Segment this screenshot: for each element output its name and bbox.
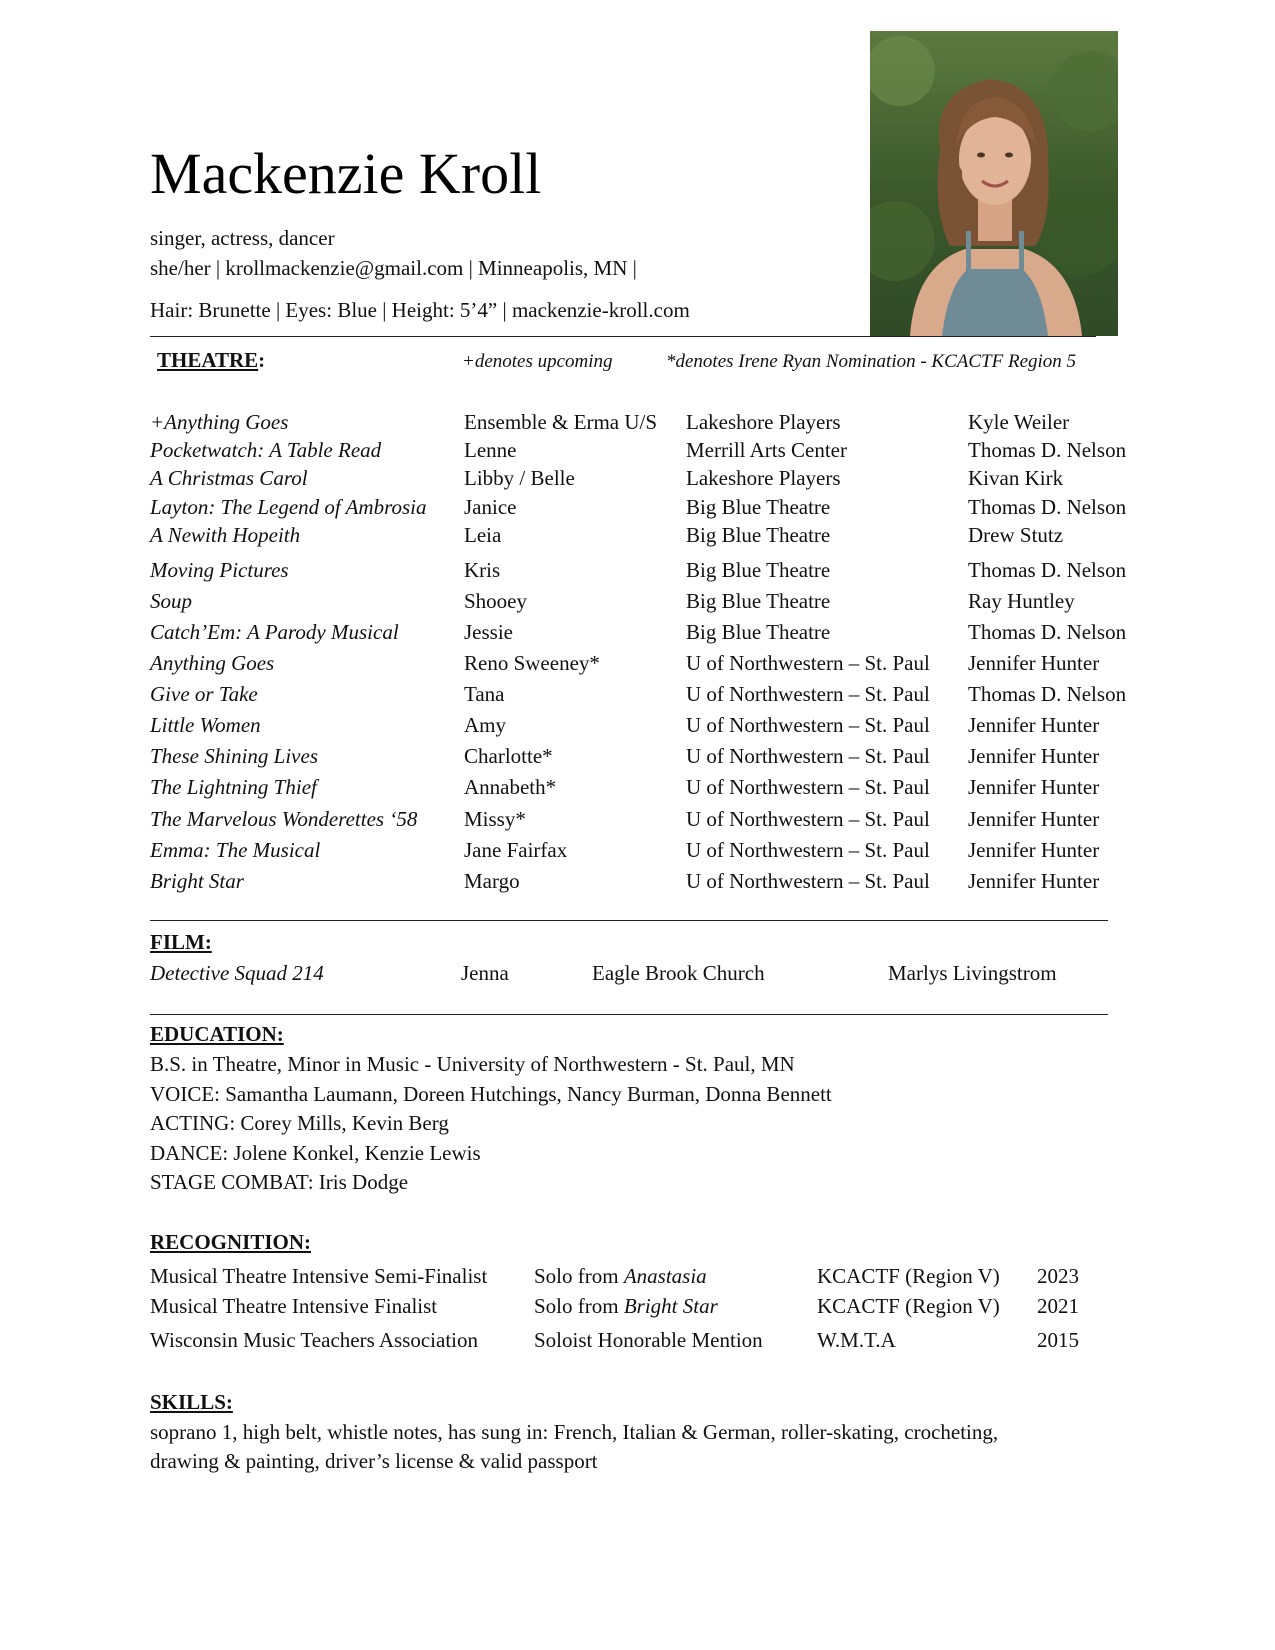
theatre-director: Ray Huntley [968,589,1075,613]
film-company: Eagle Brook Church [592,961,765,985]
theatre-venue: U of Northwestern – St. Paul [686,713,930,737]
film-role: Jenna [461,961,509,985]
theatre-role: Shooey [464,589,527,613]
theatre-director: Jennifer Hunter [968,807,1100,831]
theatre-row [0,684,1275,708]
theatre-row [0,840,1275,864]
theatre-heading-colon: : [258,348,266,372]
theatre-row [0,412,1275,436]
theatre-venue: U of Northwestern – St. Paul [686,838,930,862]
recognition-detail-prefix: Solo from [534,1264,624,1288]
recognition-org: KCACTF (Region V) [817,1294,1000,1318]
theatre-role: Ensemble & Erma U/S [464,410,658,434]
education-dance: DANCE: Jolene Konkel, Kenzie Lewis [150,1141,481,1165]
theatre-row [0,746,1275,770]
recognition-detail-prefix: Soloist Honorable Mention [534,1328,763,1352]
theatre-director: Kyle Weiler [968,410,1070,434]
theatre-show: The Marvelous Wonderettes ‘58 [150,807,418,831]
divider-header [150,336,1096,337]
theatre-venue: Big Blue Theatre [686,523,831,547]
theatre-show: Anything Goes [150,651,275,675]
theatre-show: +Anything Goes [150,410,289,434]
theatre-show: Bright Star [150,869,244,893]
education-heading: EDUCATION: [150,1022,284,1046]
theatre-venue: U of Northwestern – St. Paul [686,807,930,831]
theatre-venue: U of Northwestern – St. Paul [686,744,930,768]
education-stage-combat: STAGE COMBAT: Iris Dodge [150,1170,409,1194]
film-row [0,963,1275,987]
theatre-role: Leia [464,523,502,547]
theatre-show: Emma: The Musical [150,838,321,862]
theatre-role: Amy [464,713,506,737]
theatre-venue: Merrill Arts Center [686,438,847,462]
tagline: singer, actress, dancer [150,226,335,250]
education-degree: B.S. in Theatre, Minor in Music - University of Northwestern - St. Paul, MN [150,1052,795,1076]
headshot-illustration [870,31,1118,336]
theatre-role: Missy* [464,807,526,831]
recognition-detail-work: Anastasia [623,1264,707,1288]
film-heading: FILM: [150,930,212,954]
theatre-venue: Big Blue Theatre [686,558,831,582]
skills-line-2: drawing & painting, driver’s license & valid passport [150,1449,598,1473]
theatre-venue: U of Northwestern – St. Paul [686,775,930,799]
recognition-year: 2021 [1037,1294,1079,1318]
education-voice: VOICE: Samantha Laumann, Doreen Hutchings, Nancy Burman, Donna Bennett [150,1082,832,1106]
recognition-org: W.M.T.A [817,1328,896,1352]
theatre-row [0,871,1275,895]
theatre-director: Thomas D. Nelson [968,558,1127,582]
theatre-show: Layton: The Legend of Ambrosia [150,495,427,519]
recognition-detail [534,1296,718,1317]
theatre-venue: Big Blue Theatre [686,495,831,519]
theatre-director: Jennifer Hunter [968,869,1100,893]
theatre-role: Jane Fairfax [464,838,568,862]
theatre-row [0,497,1275,521]
theatre-role: Annabeth* [464,775,557,799]
recognition-heading: RECOGNITION: [150,1230,312,1254]
theatre-show: Catch’Em: A Parody Musical [150,620,399,644]
recognition-detail-prefix: Solo from [534,1294,624,1318]
divider-film [150,1014,1108,1015]
resume-name: Mackenzie Kroll [150,141,542,206]
theatre-row [0,591,1275,615]
theatre-show: Moving Pictures [150,558,289,582]
theatre-show: Give or Take [150,682,258,706]
theatre-director: Jennifer Hunter [968,838,1100,862]
recognition-row [0,1296,1275,1320]
nomination-note: *denotes Irene Ryan Nomination - KCACTF Region 5 [666,351,1077,372]
theatre-row [0,777,1275,801]
theatre-venue: Big Blue Theatre [686,589,831,613]
theatre-role: Libby / Belle [464,466,575,490]
recognition-award: Musical Theatre Intensive Finalist [150,1294,438,1318]
theatre-show: A Newith Hopeith [150,523,301,547]
theatre-row [0,622,1275,646]
theatre-director: Thomas D. Nelson [968,495,1127,519]
theatre-heading: THEATRE [157,348,259,372]
theatre-show: Pocketwatch: A Table Read [150,438,382,462]
film-director: Marlys Livingstrom [888,961,1057,985]
theatre-director: Thomas D. Nelson [968,438,1127,462]
theatre-show: The Lightning Thief [150,775,317,799]
theatre-director: Thomas D. Nelson [968,682,1127,706]
theatre-director: Drew Stutz [968,523,1064,547]
recognition-row [0,1266,1275,1290]
recognition-org: KCACTF (Region V) [817,1264,1000,1288]
theatre-role: Tana [464,682,505,706]
theatre-row [0,440,1275,464]
theatre-venue: Lakeshore Players [686,410,841,434]
theatre-show: Little Women [150,713,261,737]
theatre-row [0,468,1275,492]
theatre-role: Kris [464,558,501,582]
theatre-venue: Lakeshore Players [686,466,841,490]
theatre-venue: U of Northwestern – St. Paul [686,869,930,893]
contact-line: she/her | krollmackenzie@gmail.com | Minneapolis, MN | [150,256,637,280]
recognition-year: 2023 [1037,1264,1079,1288]
theatre-venue: U of Northwestern – St. Paul [686,651,930,675]
theatre-director: Kivan Kirk [968,466,1064,490]
skills-line-1: soprano 1, high belt, whistle notes, has sung in: French, Italian & German, roller-skating, crocheting, [150,1420,999,1444]
theatre-director: Thomas D. Nelson [968,620,1127,644]
theatre-row [0,715,1275,739]
theatre-role: Jessie [464,620,513,644]
theatre-role: Reno Sweeney* [464,651,600,675]
divider-theatre [150,920,1108,921]
theatre-row [0,809,1275,833]
theatre-show: A Christmas Carol [150,466,308,490]
theatre-row [0,560,1275,584]
upcoming-note: +denotes upcoming [462,351,613,372]
theatre-role: Janice [464,495,517,519]
theatre-heading-wrap [157,348,265,373]
stats-line: Hair: Brunette | Eyes: Blue | Height: 5’4” | mackenzie-kroll.com [150,298,690,322]
skills-heading: SKILLS: [150,1390,233,1414]
education-acting: ACTING: Corey Mills, Kevin Berg [150,1111,449,1135]
theatre-director: Jennifer Hunter [968,713,1100,737]
theatre-director: Jennifer Hunter [968,651,1100,675]
recognition-year: 2015 [1037,1328,1079,1352]
theatre-row [0,525,1275,549]
theatre-show: Soup [150,589,192,613]
recognition-row [0,1330,1275,1354]
theatre-role: Margo [464,869,520,893]
theatre-show: These Shining Lives [150,744,318,768]
theatre-role: Lenne [464,438,517,462]
recognition-detail [534,1330,763,1351]
theatre-venue: U of Northwestern – St. Paul [686,682,930,706]
recognition-award: Musical Theatre Intensive Semi-Finalist [150,1264,488,1288]
recognition-detail [534,1266,707,1287]
headshot-photo [870,31,1118,336]
recognition-detail-work: Bright Star [623,1294,718,1318]
theatre-venue: Big Blue Theatre [686,620,831,644]
recognition-award: Wisconsin Music Teachers Association [150,1328,478,1352]
theatre-director: Jennifer Hunter [968,744,1100,768]
theatre-row [0,653,1275,677]
theatre-role: Charlotte* [464,744,553,768]
film-title: Detective Squad 214 [150,961,324,985]
theatre-director: Jennifer Hunter [968,775,1100,799]
